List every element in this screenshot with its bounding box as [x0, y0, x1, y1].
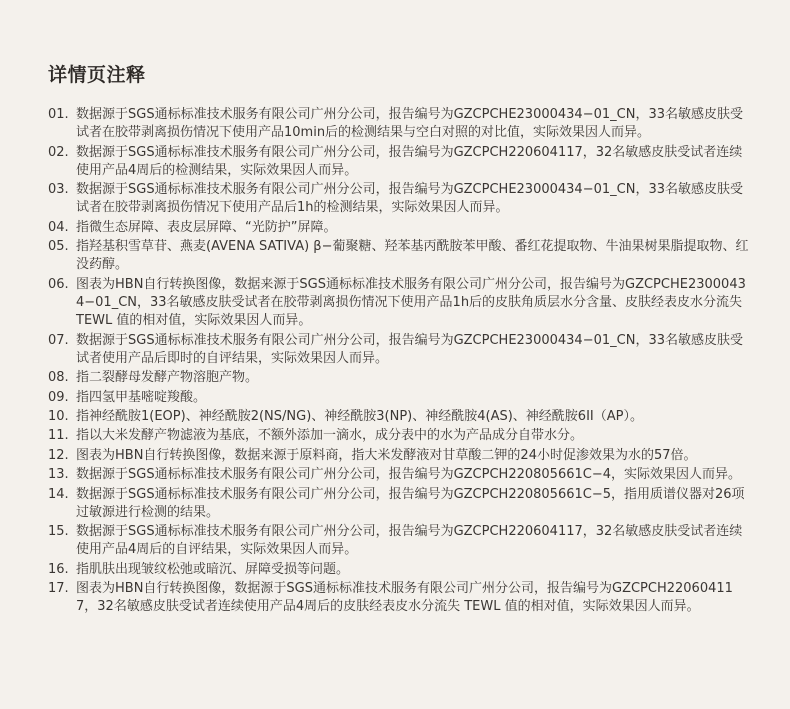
note-item — [48, 276, 754, 331]
note-number: 05. — [48, 239, 69, 255]
note-number: 12. — [48, 447, 69, 463]
page-title: 详情页注释 — [48, 64, 146, 86]
note-text: 数据源于SGS通标标准技术服务有限公司广州分公司，报告编号为GZCPCH220805661C−5，指用质谱仪器对26项过敏源进行检测的结果。 — [76, 486, 745, 520]
note-item — [48, 144, 754, 180]
note-item — [48, 447, 754, 465]
note-item — [48, 238, 754, 274]
note-text: 指微生态屏障、表皮层屏障、“光防护”屏障。 — [76, 219, 337, 235]
note-number: 03. — [48, 182, 69, 198]
note-item — [48, 181, 754, 217]
note-number: 04. — [48, 219, 69, 235]
note-item — [48, 106, 754, 142]
note-text: 数据源于SGS通标标准技术服务有限公司广州分公司，报告编号为GZCPCHE23000434−01_CN，33名敏感皮肤受试者在胶带剥离损伤情况下使用产品后1h的检测结果，实际效果因人而异。 — [76, 182, 743, 216]
note-item — [48, 332, 754, 368]
note-number: 10. — [48, 408, 69, 424]
note-number: 15. — [48, 524, 69, 540]
note-item — [48, 427, 754, 445]
notes-list — [48, 106, 754, 618]
note-item — [48, 580, 754, 616]
note-text: 指神经酰胺1(EOP)、神经酰胺2(NS/NG)、神经酰胺3(NP)、神经酰胺4(AS)、神经酰胺6II（AP）。 — [76, 408, 643, 424]
note-number: 17. — [48, 581, 69, 597]
note-item — [48, 523, 754, 559]
note-text: 图表为HBN自行转换图像，数据源于SGS通标标准技术服务有限公司广州分公司，报告编号为GZCPCH220604117，32名敏感皮肤受试者连续使用产品4周后的皮肤经表皮水分流失 TEWL 值的相对值，实际效果因人而异。 — [76, 581, 733, 615]
note-text: 指二裂酵母发酵产物溶胞产物。 — [76, 370, 259, 386]
note-text: 数据源于SGS通标标准技术服务有限公司广州分公司，报告编号为GZCPCHE23000434−01_CN，33名敏感皮肤受试者使用产品后即时的自评结果，实际效果因人而异。 — [76, 332, 743, 366]
note-text: 数据源于SGS通标标准技术服务有限公司广州分公司，报告编号为GZCPCH220604117，32名敏感皮肤受试者连续使用产品4周后的检测结果，实际效果因人而异。 — [76, 144, 743, 178]
note-text: 数据源于SGS通标标准技术服务有限公司广州分公司，报告编号为GZCPCHE23000434−01_CN，33名敏感皮肤受试者在胶带剥离损伤情况下使用产品10min后的检测结果与空白对照的对比值，实际效果因人而异。 — [76, 107, 743, 141]
note-text: 数据源于SGS通标标准技术服务有限公司广州分公司，报告编号为GZCPCH220805661C−4，实际效果因人而异。 — [76, 467, 742, 483]
note-number: 09. — [48, 389, 69, 405]
note-text: 数据源于SGS通标标准技术服务有限公司广州分公司，报告编号为GZCPCH220604117，32名敏感皮肤受试者连续使用产品4周后的自评结果，实际效果因人而异。 — [76, 524, 743, 558]
note-item — [48, 486, 754, 522]
note-number: 16. — [48, 561, 69, 577]
note-item — [48, 561, 754, 579]
note-number: 11. — [48, 428, 69, 444]
note-item — [48, 389, 754, 407]
note-number: 07. — [48, 332, 69, 348]
note-text: 指肌肤出现皱纹松弛或暗沉、屏障受损等问题。 — [76, 561, 350, 577]
note-text: 图表为HBN自行转换图像，数据来源于SGS通标标准技术服务有限公司广州分公司，报告编号为GZCPCHE23000434−01_CN，33名敏感皮肤受试者在胶带剥离损伤情况下使用产品1h后的皮肤角质层水分含量、皮肤经表皮水分流失 TEWL 值的相对值，实际效果因人而异。 — [76, 276, 746, 329]
note-number: 13. — [48, 467, 69, 483]
note-number: 08. — [48, 370, 69, 386]
note-item — [48, 466, 754, 484]
note-text: 指以大米发酵产物滤液为基底，不额外添加一滴水，成分表中的水为产品成分自带水分。 — [76, 428, 584, 444]
note-item — [48, 219, 754, 237]
note-number: 14. — [48, 486, 69, 502]
note-number: 06. — [48, 276, 69, 292]
note-text: 指四氢甲基嘧啶羧酸。 — [76, 389, 207, 405]
note-number: 01. — [48, 107, 69, 122]
note-item — [48, 408, 754, 426]
note-text: 图表为HBN自行转换图像，数据来源于原料商，指大米发酵液对甘草酸二钾的24小时促渗效果为水的57倍。 — [76, 447, 697, 463]
note-number: 02. — [48, 144, 69, 160]
note-text: 指羟基积雪草苷、燕麦(AVENA SATIVA) β−葡聚糖、羟苯基丙酰胺苯甲酸、番红花提取物、牛油果树果脂提取物、红没药醇。 — [76, 239, 749, 273]
note-item — [48, 369, 754, 387]
